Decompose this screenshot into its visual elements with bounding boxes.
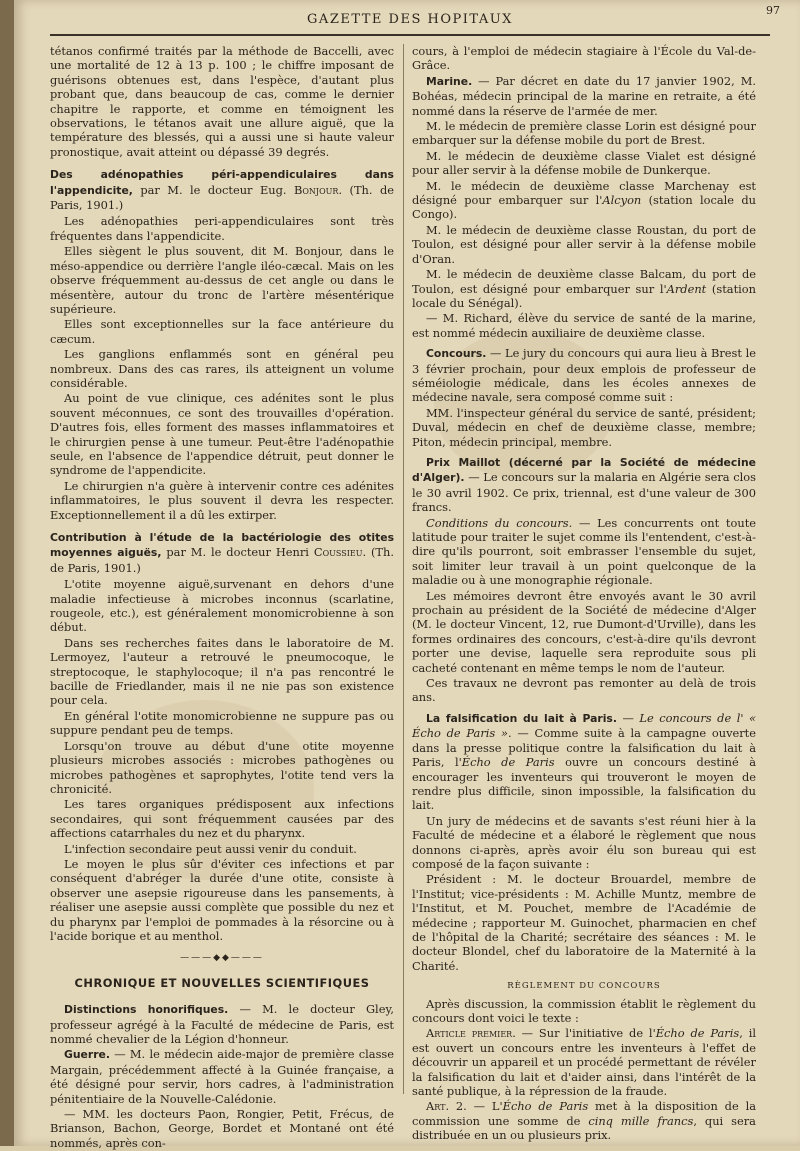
paragraph: M. le médecin de première classe Lorin est désigné pour embarquer sur la défense mobile du port de Brest. [412, 119, 756, 148]
news-item-falsification [412, 711, 756, 813]
paragraph: MM. l'inspecteur général du service de santé, président; Duval, médecin en chef de deuxième classe, membre; Piton, médecin principal, membre. [412, 405, 756, 449]
paragraph: L'infection secondaire peut aussi venir du conduit. [64, 841, 357, 856]
text: — L' [466, 1099, 503, 1114]
newspaper-name: Écho de Paris [655, 1026, 740, 1041]
paragraph: Elles sont exceptionnelles sur la face antérieure du cæcum. [50, 317, 394, 346]
news-item-guerre [50, 1047, 394, 1106]
news-text: — M. le médecin aide-major de première classe Margain, précédemment affecté à la Guinée française, a été désigné pour servir, hors cadres, à l'administration pénitentiaire de la Nouvelle-Calédonie. [50, 1047, 394, 1106]
news-heading: Distinctions honorifiques. [64, 1003, 229, 1017]
text: (station locale du Sénégal). [412, 281, 756, 310]
news-heading: Prix Maillot (décerné par la Société de médecine d'Alger). [412, 455, 756, 485]
newspaper-name: Écho de Paris [502, 1099, 589, 1114]
text: — Les concurrents ont toute latitude pour traiter le sujet comme ils l'entendent, c'est-à-dire qu'ils pourront, soit embrasser l'ensemble du sujet, soit limiter leur travail à un point quelconque de la maladie ou à une monographie régionale. [412, 515, 757, 588]
news-text: — Le concours sur la malaria en Algérie sera clos le 30 avril 1902. Ce prix, triennal, est d'une valeur de 300 francs. [412, 470, 756, 515]
reglement-heading: RÈGLEMENT DU CONCOURS [507, 981, 661, 992]
paragraph: Elles siègent le plus souvent, dit M. Bonjour, dans le méso-appendice ou derrière l'angle iléo-cæcal. Mais on les observe fréquemment au-dessus de cet angle ou dans le mésentère, autour du tronc de l'artère mésentérique supérieure. [50, 244, 394, 316]
paragraph: Les adénopathies peri-appendiculaires sont très fréquentes dans l'appendicite. [50, 214, 394, 243]
news-heading: Concours. [426, 347, 487, 361]
page [14, 0, 800, 1150]
article-2 [412, 1099, 756, 1142]
paragraph: L'otite moyenne aiguë,survenant en dehors d'une maladie infectieuse à microbes inconnus (scarlatine, rougeole, etc.), est généralement monomicrobienne à son début. [50, 577, 394, 635]
paragraph [412, 179, 756, 222]
news-heading: Marine. [426, 74, 473, 88]
paragraph: Les ganglions enflammés sont en général peu nombreux. Dans des cas rares, ils atteignent un volume considérable. [50, 347, 394, 390]
paragraph: cours, à l'emploi de médecin stagiaire à l'École du Val-de-Grâce. [412, 44, 756, 73]
article-title: Des adénopathies péri-appendiculaires dans l'appendicite, [50, 168, 394, 197]
paragraph: M. le médecin de deuxième classe Roustan, du port de Toulon, est désigné pour aller servir à la défense mobile d'Oran. [412, 222, 756, 266]
paragraph: — M. Richard, élève du service de santé de la marine, est nommé médecin auxiliaire de deuxième classe. [412, 311, 756, 340]
text: ouvre un concours destiné à encourager les inventeurs qui trouveront le moyen de rendre plus difficile, sinon impossible, la falsification du lait. [412, 755, 756, 813]
page-number: 97 [766, 4, 780, 17]
ornament-divider: ———◆◆——— [180, 953, 264, 964]
author-name: Coussieu [313, 545, 363, 560]
paragraph: tétanos confirmé traités par la méthode de Baccelli, avec une mortalité de 12 à 13 p. 100 ; le chiffre imposant de guérisons obtenues est, dans l'espèce, d'autant plus probant que, dans beaucoup de cas, comme le dernier chapitre le rapporte, et comme en témoignent les observations, le tétanos avait une allure aiguë, que la température des blessés, qui a aussi une si haute valeur pronostique, avait atteint ou dépassé 39 degrés. [50, 44, 394, 159]
news-text: — Le jury du concours qui aura lieu à Brest le 3 février prochain, pour deux emplois de professeur de séméiologie médicale, dans les écoles annexes de médecine navale, sera composé comme suit : [412, 346, 756, 405]
text: — Comme suite à la campagne ouverte dans la presse politique contre la falsification du lait à Paris, l' [412, 726, 757, 770]
newspaper-name: Écho de Paris [461, 755, 555, 770]
paragraph: Président : M. le docteur Brouardel, membre de l'Institut; vice-présidents : M. Achille Muntz, membre de l'Institut, et M. Pouchet, membre de l'Académie de médecine ; rapporteur M. Guinochet, pharmacien en chef de l'hôpital de la Charité; secrétaire des séances : M. le docteur Blondel, chef du laboratoire de la Maternité à la Charité. [412, 872, 756, 973]
paragraph [412, 267, 756, 310]
paragraph: Les tares organiques prédisposent aux infections secondaires, qui sont fréquemment causées par des affections catarrhales du nez et du pharynx. [50, 797, 394, 841]
right-column [412, 44, 756, 1144]
article-label: Art. 2. [426, 1099, 467, 1114]
news-text: — Par décret en date du 17 janvier 1902, M. Bohéas, médecin principal de la marine en retraite, a été nommé dans la réserve de l'armée de mer. [412, 73, 756, 118]
left-column [50, 44, 394, 1151]
reference: . (Th. de Paris, 1901.) [50, 182, 394, 213]
news-item-marine [412, 74, 756, 118]
paragraph: Lorsqu'on trouve au début d'une otite moyenne plusieurs microbes associés : microbes pathogènes ou microbes pathogènes et saprophytes, l'otite tend vers la chronicité. [50, 738, 394, 796]
ship-name: Alcyon [602, 193, 642, 208]
column-divider [403, 44, 404, 1094]
page-header [50, 4, 780, 36]
text: M. le médecin de deuxième classe Marchenay est désigné pour embarquer sur l' [412, 178, 756, 208]
text: M. le médecin de deuxième classe Balcam, du port de Toulon, est désigné pour embarquer sur l' [412, 267, 756, 296]
subheading: Conditions du concours. [426, 515, 573, 530]
paragraph: — MM. les docteurs Paon, Rongier, Petit, Frécus, de Brianson, Bachon, George, Bordet et Montané ont été nommés, après con- [50, 1107, 394, 1150]
news-item-distinctions [50, 1002, 394, 1046]
text: , il est ouvert un concours entre les inventeurs à l'effet de découvrir un appareil et un procédé permettant de révéler la falsification du lait et d'aider ainsi, dans l'intérêt de la santé publique, à la répression de la fraude. [412, 1026, 756, 1099]
subheading: Le concours de l' « Écho de Paris ». [412, 710, 756, 741]
paragraph: En général l'otite monomicrobienne ne suppure pas ou suppure pendant peu de temps. [50, 708, 394, 738]
text: met à la disposition de la commission une somme de [412, 1099, 757, 1128]
news-text: — M. le docteur Gley, professeur agrégé à la Faculté de médecine de Paris, est nommé chevalier de la Légion d'honneur. [50, 1002, 394, 1046]
text: (station locale du Congo). [412, 193, 756, 222]
byline: par M. le docteur Henri [161, 545, 314, 560]
article-1 [412, 1026, 756, 1098]
reference: . (Th. de Paris, 1901.) [50, 545, 394, 575]
article-heading-adenopathies [50, 167, 394, 212]
article-title: Contribution à l'étude de la bactériologie des otites moyennes aiguës, [50, 531, 394, 560]
news-item-concours [412, 346, 756, 405]
running-title: GAZETTE DES HOPITAUX [307, 12, 513, 27]
byline: par M. le docteur Eug. [132, 182, 294, 197]
text: — Sur l'initiative de l' [515, 1026, 656, 1041]
book-binding [0, 0, 14, 1146]
paragraph: M. le médecin de deuxième classe Vialet est désigné pour aller servir à la défense mobile de Dunkerque. [412, 148, 756, 178]
paragraph: Un jury de médecins et de savants s'est réuni hier à la Faculté de médecine et a élaboré le règlement que nous donnons ci-après, après avoir élu son bureau qui est composé de la façon suivante : [412, 813, 756, 871]
paragraph: Après discussion, la commission établit le règlement du concours dont voici le texte : [412, 996, 756, 1025]
paragraph: Les mémoires devront être envoyés avant le 30 avril prochain au président de la Société de médecine d'Alger (M. le docteur Vincent, 12, rue Dumont-d'Urville), dans les formes ordinaires des concours, c'est-à-dire qu'ils devront porter une devise, laquelle sera reproduite sous pli cacheté contenant en même temps le nom de l'auteur. [412, 588, 756, 675]
amount: cinq mille francs [588, 1113, 694, 1128]
article-heading-otites [50, 530, 394, 575]
paragraph: Le chirurgien n'a guère à intervenir contre ces adénites inflammatoires, le plus souvent il devra les respecter. Exceptionnellement il a dû les extirper. [50, 478, 394, 522]
paragraph [412, 516, 756, 588]
news-item-prix-maillot [412, 455, 756, 515]
text: , qui sera distribuée en un ou plusieurs prix. [412, 1113, 756, 1143]
news-heading: La falsification du lait à Paris. [426, 711, 617, 725]
paragraph: Au point de vue clinique, ces adénites sont le plus souvent méconnues, ce sont des trouvailles d'opération. D'autres fois, elles forment des masses inflammatoires et le chirurgien pense à une tumeur. Peut-être l'adénopathie seule, en l'absence de l'appendice détruit, peut donner le syndrome de l'appendicite. [50, 391, 394, 478]
section-title: CHRONIQUE ET NOUVELLES SCIENTIFIQUES [74, 975, 370, 990]
author-name: Bonjour [293, 182, 339, 197]
news-heading: Guerre. [64, 1048, 110, 1062]
paragraph: Le moyen le plus sûr d'éviter ces infections et par conséquent d'abréger la durée d'une otite, consiste à observer une asepsie rigoureuse dans les pansements, à réaliser une asepsie aussi complète que possible du nez et du pharynx par l'emploi de pommades à la résorcine ou à l'acide borique et au menthol. [50, 856, 394, 943]
article-label: Article premier. [426, 1026, 516, 1041]
ship-name: Ardent [666, 281, 707, 296]
text: — [616, 710, 640, 725]
paragraph: Dans ses recherches faites dans le laboratoire de M. Lermoyez, l'auteur a retrouvé le pneumocoque, le streptocoque, le staphylocoque; il n'a pas rencontré le bacille de Friedlander, mais il ne nie pas son existence pour cela. [50, 635, 394, 708]
paragraph: Ces travaux ne devront pas remonter au delà de trois ans. [412, 676, 756, 705]
